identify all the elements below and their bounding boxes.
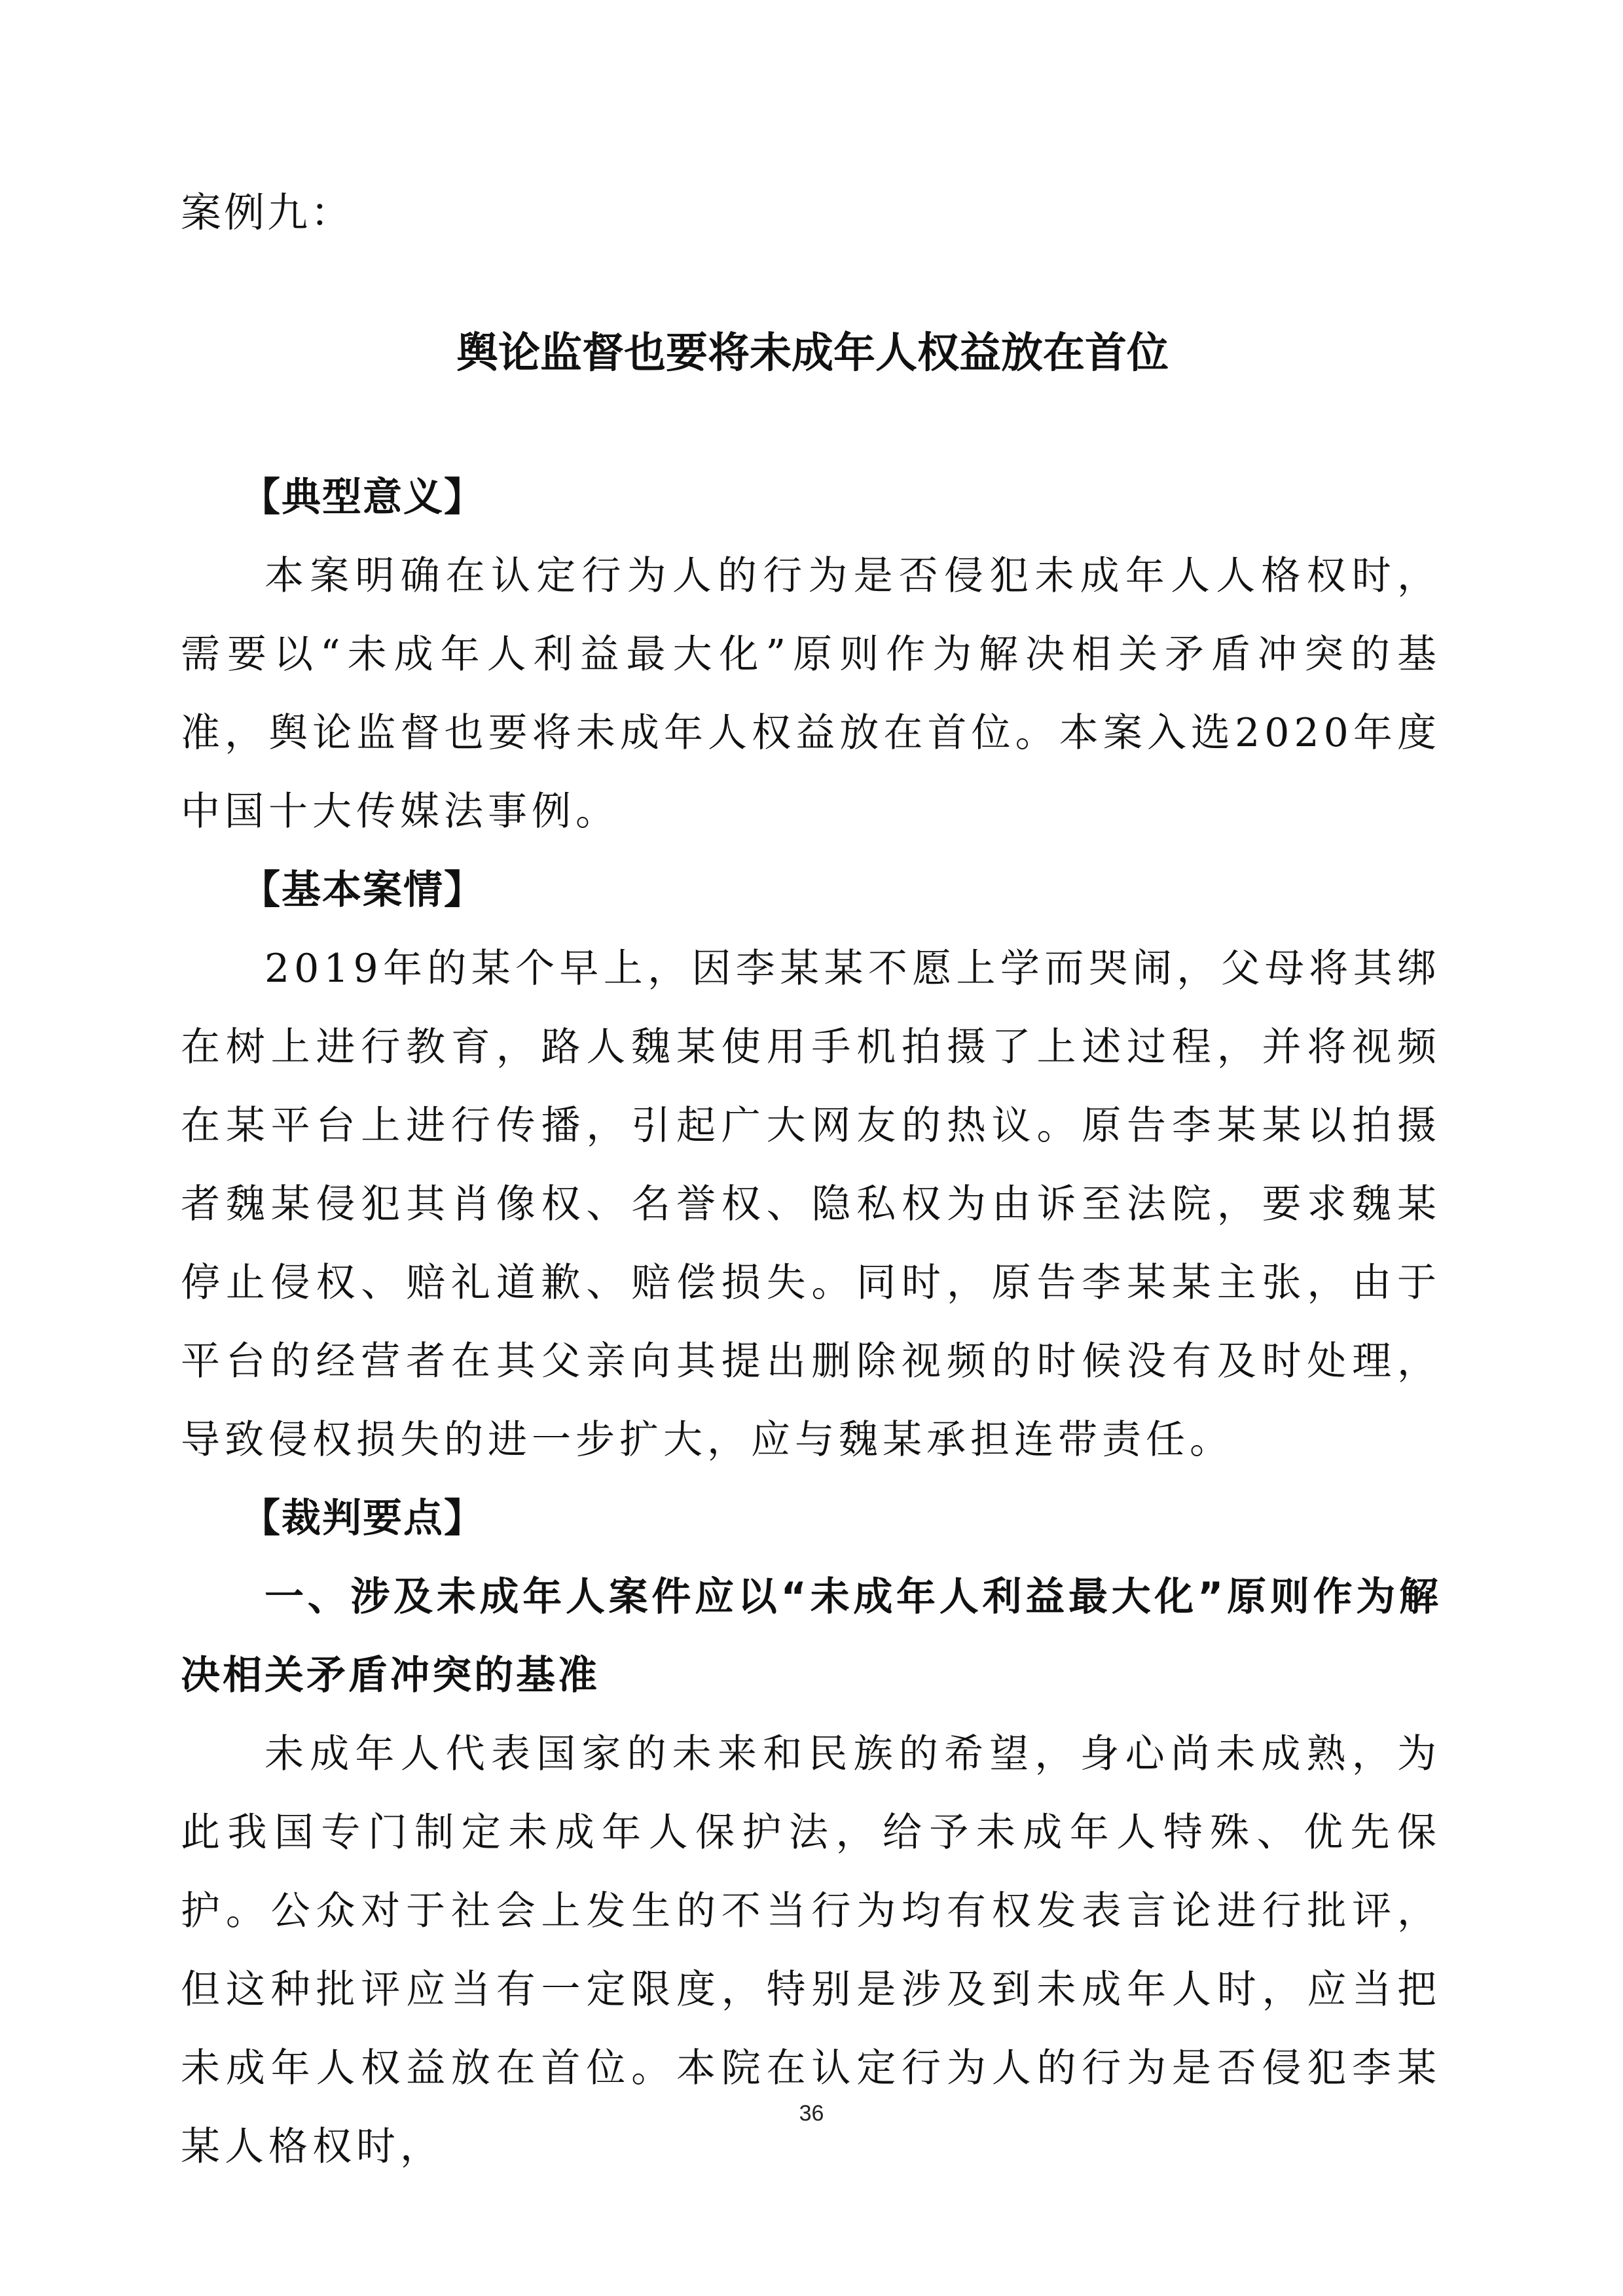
paragraph-significance: 本案明确在认定行为人的行为是否侵犯未成年人人格权时，需要以“未成年人利益最大化”原则作为解决相关矛盾冲突的基准，舆论监督也要将未成年人权益放在首位。本案入选2020年度中国十大传媒法事例。 [181, 553, 1441, 834]
case-label: 案例九： [181, 188, 354, 236]
section-heading-facts: 【基本案情】 [241, 867, 484, 913]
page-number: 36 [799, 2101, 824, 2126]
document-body [181, 458, 1441, 2186]
paragraph-facts: 2019年的某个早上，因李某某不愿上学而哭闹，父母将其绑在树上进行教育，路人魏某使用手机拍摄了上述过程，并将视频在某平台上进行传播，引起广大网友的热议。原告李某某以拍摄者魏某侵犯其肖像权、名誉权、隐私权为由诉至法院，要求魏某停止侵权、赔礼道歉、赔偿损失。同时，原告李某某主张，由于平台的经营者在其父亲向其提出删除视频的时候没有及时处理，导致侵权损失的进一步扩大，应与魏某承担连带责任。 [181, 946, 1441, 1463]
section-heading-ruling: 【裁判要点】 [241, 1496, 484, 1541]
document-title: 舆论监督也要将未成年人权益放在首位 [456, 329, 1169, 378]
paragraph-ruling: 未成年人代表国家的未来和民族的希望，身心尚未成熟，为此我国专门制定未成年人保护法，给予未成年人特殊、优先保护。公众对于社会上发生的不当行为均有权发表言论进行批评，但这种批评应当有一定限度，特别是涉及到未成年人时，应当把未成年人权益放在首位。本院在认定行为人的行为是否侵犯李某某人格权时， [181, 1731, 1441, 2170]
ruling-subheading: 一、涉及未成年人案件应以“未成年人利益最大化”原则作为解决相关矛盾冲突的基准 [181, 1574, 1441, 1698]
section-heading-significance: 【典型意义】 [241, 475, 484, 520]
